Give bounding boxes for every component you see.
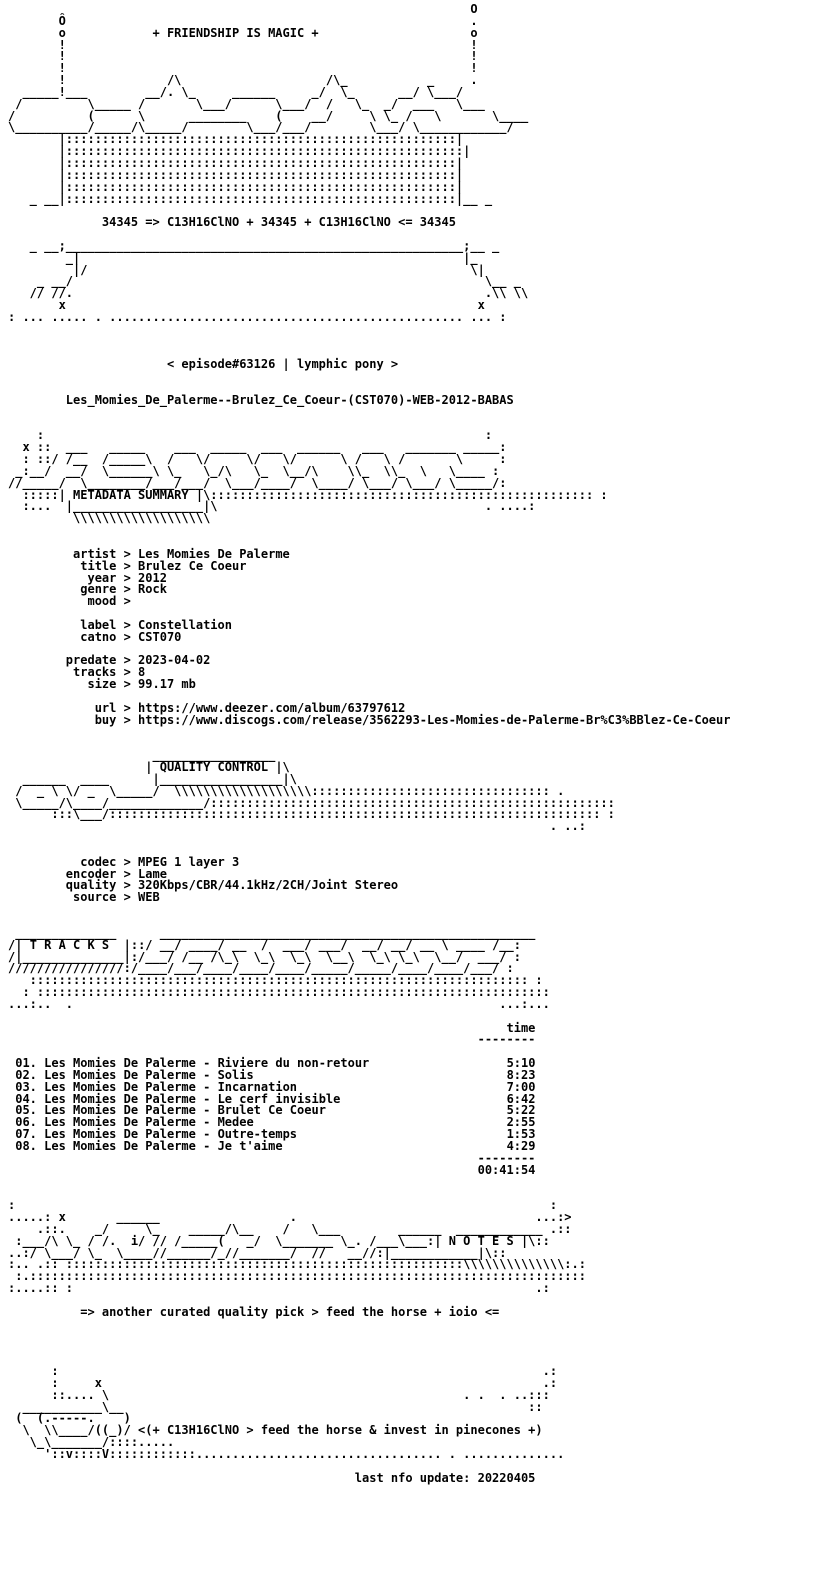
metadata-summary-header: METADATA SUMMARY: [73, 487, 189, 502]
meta-genre: Rock: [138, 582, 167, 597]
track-time: 2:55: [506, 1115, 536, 1130]
time-column-header: time: [506, 1020, 536, 1035]
track-artist: Les Momies De Palerme: [44, 1056, 196, 1071]
track-number: 01.: [15, 1056, 37, 1071]
track-title: Brulet Ce Coeur: [217, 1103, 326, 1118]
track-title: Je t'aime: [217, 1139, 283, 1153]
track-time: 5:22: [506, 1103, 536, 1118]
track-number: 04.: [15, 1091, 37, 1106]
quality-encoder: Lame: [138, 866, 167, 881]
track-number: 07.: [15, 1127, 37, 1142]
track-artist: Les Momies De Palerme: [44, 1115, 196, 1130]
last-update: last nfo update: 20220405: [354, 1470, 536, 1485]
track-number: 03.: [15, 1079, 37, 1094]
track-time: 5:10: [506, 1056, 536, 1071]
meta-size: 99.17 mb: [138, 677, 196, 692]
track-title: Incarnation: [217, 1079, 298, 1094]
track-time: 6:42: [506, 1091, 536, 1106]
meta-title: Brulez Ce Coeur: [138, 558, 247, 573]
formula-line: 34345 => C13H16ClNO + 34345 + C13H16ClNO <= 34345: [101, 215, 456, 230]
total-time: 00:41:54: [477, 1162, 536, 1177]
footer-tagline: <(+ C13H16ClNO > feed the horse & invest in pinecones +): [138, 1423, 543, 1438]
track-title: Outre-temps: [217, 1127, 298, 1142]
meta-catno: CST070: [138, 629, 182, 644]
track-time: 7:00: [506, 1079, 536, 1094]
ascii-art-header: O Ô . o + FRIENDSHIP IS MAGIC + o ! ! ! ! ! ! ! /\ /\_ _ . _____!___ __/. \_ ______ _/ \_ __/ \___/ / \_____ / \___/ \___/ / \_ _/ ___ \___ / ( \ ________ ( __/ \ \_ / \ \____ \__________/_____/\_____/ \___/___/ \___/ \____________/ |::::::::::::::::::::::::::::::::::::::::::::::::::::::| |:::::::::::::::::::::::::::::::::::::::::::::::::::::::| |::::::::::::::::::::::::::::::::::::::::::::::::::::::| |::::::::::::::::::::::::::::::::::::::::::::::::::::::| |::::::::::::::::::::::::::::::::::::::::::::::::::::::| _ __|::::::::::::::::::::::::::::::::::::::::::::::::::::::|__ _: [8, 2, 529, 206]
track-number: 06.: [15, 1115, 37, 1130]
track-number: 05.: [15, 1103, 37, 1118]
ascii-art-frame: _ __;_______________________________________________________;__ _ _| |_ |/ \| _ __/ \__ _ // //. .\\ \\ x x : ... ..... . ................................................. ... :: [8, 238, 529, 324]
track-artist: Les Momies De Palerme: [44, 1139, 196, 1153]
meta-label: Constellation: [138, 617, 232, 632]
track-artist: Les Momies De Palerme: [44, 1079, 196, 1094]
track-artist: Les Momies De Palerme: [44, 1091, 196, 1106]
quality-source: WEB: [138, 890, 160, 905]
notes-text: => another curated quality pick > feed the horse + ioio <=: [80, 1304, 500, 1319]
track-artist: Les Momies De Palerme: [44, 1067, 196, 1082]
track-artist: Les Momies De Palerme: [44, 1103, 196, 1118]
meta-year: 2012: [138, 570, 167, 585]
ascii-art-metadata: : : x :: ___ _____ ___ _____ ___ ______ ___ _______ _____: : ::/ /__ /_____\ / \/ \/ \/ \ / \ / \ : _:__/ __/ \______\ \_ \_/\ \_ \__/\ \\_ \\_ \ \____ : //_____/ \________/___/___/ \___/____/ \____/ \___/ \___/ \_____/:: [8, 428, 507, 490]
notes-header: N O T E S: [448, 1233, 514, 1248]
meta-predate: 2023-04-02: [138, 653, 211, 668]
meta-url: https://www.deezer.com/album/63797612: [138, 700, 406, 715]
track-time: 8:23: [506, 1067, 536, 1082]
quality-codec: MPEG 1 layer 3: [138, 854, 240, 869]
meta-artist: Les Momies De Palerme: [138, 546, 290, 561]
track-title: Solis: [217, 1067, 254, 1082]
track-time: 1:53: [506, 1127, 536, 1142]
tracks-header: T R A C K S: [29, 937, 110, 952]
episode-line: < episode#63126 | lymphic pony >: [166, 357, 399, 372]
track-number: 02.: [15, 1067, 37, 1082]
nfo-document: O Ô . o + FRIENDSHIP IS MAGIC + o ! ! ! ! ! ! ! /\ /\_ _ . _____!___ __/. \_ ______ _/ \_ __/ \___/ / \_____ / \___/ \___/ / \_ _/ ___ \___ / ( \ ________ ( __/ \ \_ / \ \____ \__________/_____/\_____/ \___/___/ \___/ \____________/ |::::::::::::::::::::::::::::::::::::::::::::::::::::::| |:::::::::::::::::::::::::::::::::::::::::::::::::::::::| |::::::::::::::::::::::::::::::::::::::::::::::::::::::| |::::::::::::::::::::::::::::::::::::::::::::::::::::::| |::::::::::::::::::::::::::::::::::::::::::::::::::::::| _ __|::::::::::::::::::::::::::::::::::::::::::::::::::::::|__ _ 34345 => C13H16ClNO + 34345 + C13H16ClNO <= 34345 _ __;_______________________________________________________;__ _ _| |_ |/ \| _ __/ \__ _ // //. .\\ \\ x x : ... ..... . ................................................. ... : < episode#63126 | lymphic pony > Les_Momies_De_Palerme--Brulez_Ce_Coeur-(CST070)-WEB-2012-BABAS : : x :: ___ _____ ___ _____ ___ ______ ___ _______ _____: : ::/ /__ /_____\ / \/ \/ \/ \ / \ / \ : _:__/ __/ \______\ \_ \_/\ \_ \__/\ \\_ \\_ \ \____ : //_____/ \________/___/___/ \___/____/ \____/ \___/ \___/ \_____/: :::::| METADATA SUMMARY |\::::::::::::::::::::::::::::::::::::::::::::::::::::: : :... |__________________|\ . ....: \\\\\\\\\\\\\\\\\\\ artist > Les Momies De Palerme title > Brulez Ce Coeur year > 2012 genre > Rock mood > label > Constellation catno > CST070 predate > 2023-04-02 tracks > 8 size > 99.17 mb url > https://www.deezer.com/album/63797612 buy > https://www.discogs.com/release/3562293-Les-Momies-de-Palerme-Br%C3%BBlez-Ce-Coeur _________________ | QUALITY CONTROL |\ ______ ____ |_________________|\ / _ \ \/ _ \_____/ \\\\\\\\\\\\\\\\\\\::::::::::::::::::::::::::::::::: . \_____/\____/_____________/:::::::::::::::::::::::::::::::::::::::::::::::::::::::: :::\___/:::::::::::::::::::::::::::::::::::::::::::::::::::::::::::::::::::: : . ..: codec > MPEG 1 layer 3 encoder > Lame quality > 320Kbps/CBR/44.1kHz/2CH/Joint Stereo source > WEB ______________ ____________________________________________________ /| T R A C K S |::/ __/ ____/ __ / ___/ ___/ __/ __/ __ \ ____ /__: /|______________|:/___/ /__ /\_\ \_\ \_\ \__\ \_\ \_\ \__/ ___/ : ////////////////:/____/___/____/____/____/_____/_____/____/____/___/ : ::::::::::::::::::::::::::::::::::::::::::::::::::::::::::::::::::::: : : ::::::::::::::::::::::::::::::::::::::::::::::::::::::::::::::::::::::: ...:.. . ...:... time -------- 01. Les Momies De Palerme - Riviere du non-retour 5:10 02. Les Momies De Palerme - Solis 8:23 03. Les Momies De Palerme - Incarnation 7:00 04. Les Momies De Palerme - Le cerf invisible 6:42 05. Les Momies De Palerme - Brulet Ce Coeur 5:22 06. Les Momies De Palerme - Medee 2:55 07. Les Momies De Palerme - Outre-temps 1:53 08. Les Momies De Palerme - Je t'aime 4:29 -------- 00:41:54 : : .....: x ______ . ...:> .::. _/ \_ _____/\__ / \___ ______ ____________ .:: :___/\ \_ / /. i/ // /_____( _/ \_______ \_. /___\___:| N O T E S |\:: ..:/ \___/ \_ \____//______/_//_______/ // __//:|____________|\:: :.. .:: :::::::::::::::::::::::::::::::::::::::::::::::::::::::\\\\\\\\\\\\\\:.: :.::::::::::::::::::::::::::::::::::::::::::::::::::::::::::::::::::::::::::::: :....:: : .: => another curated quality pick > feed the horse + ioio <= : .: : x .: ::.... \ . . . ..::: ___________\__ :: ( (.-----. ) \ \\____/((_)/ <(+ C13H16ClNO > feed the horse & invest in pinecones +) \_\_______/::::..... '::v::::V::::::::::::.................................. . .............. last nfo update: 20220405: [8, 2, 731, 1485]
track-title: Le cerf invisible: [217, 1091, 341, 1106]
quality-bitrate: 320Kbps/CBR/44.1kHz/2CH/Joint Stereo: [138, 878, 399, 893]
release-name: Les_Momies_De_Palerme--Brulez_Ce_Coeur-(CST070)-WEB-2012-BABAS: [65, 392, 514, 407]
track-time: 4:29: [506, 1139, 536, 1153]
track-artist: Les Momies De Palerme: [44, 1127, 196, 1142]
quality-control-header: QUALITY CONTROL: [159, 760, 269, 774]
meta-buy: https://www.discogs.com/release/3562293-Les-Momies-de-Palerme-Br%C3%BBlez-Ce-Coeur: [138, 712, 731, 727]
track-title: Medee: [217, 1115, 254, 1130]
meta-tracks: 8: [138, 665, 146, 680]
track-title: Riviere du non-retour: [217, 1056, 370, 1071]
track-number: 08.: [15, 1139, 37, 1153]
